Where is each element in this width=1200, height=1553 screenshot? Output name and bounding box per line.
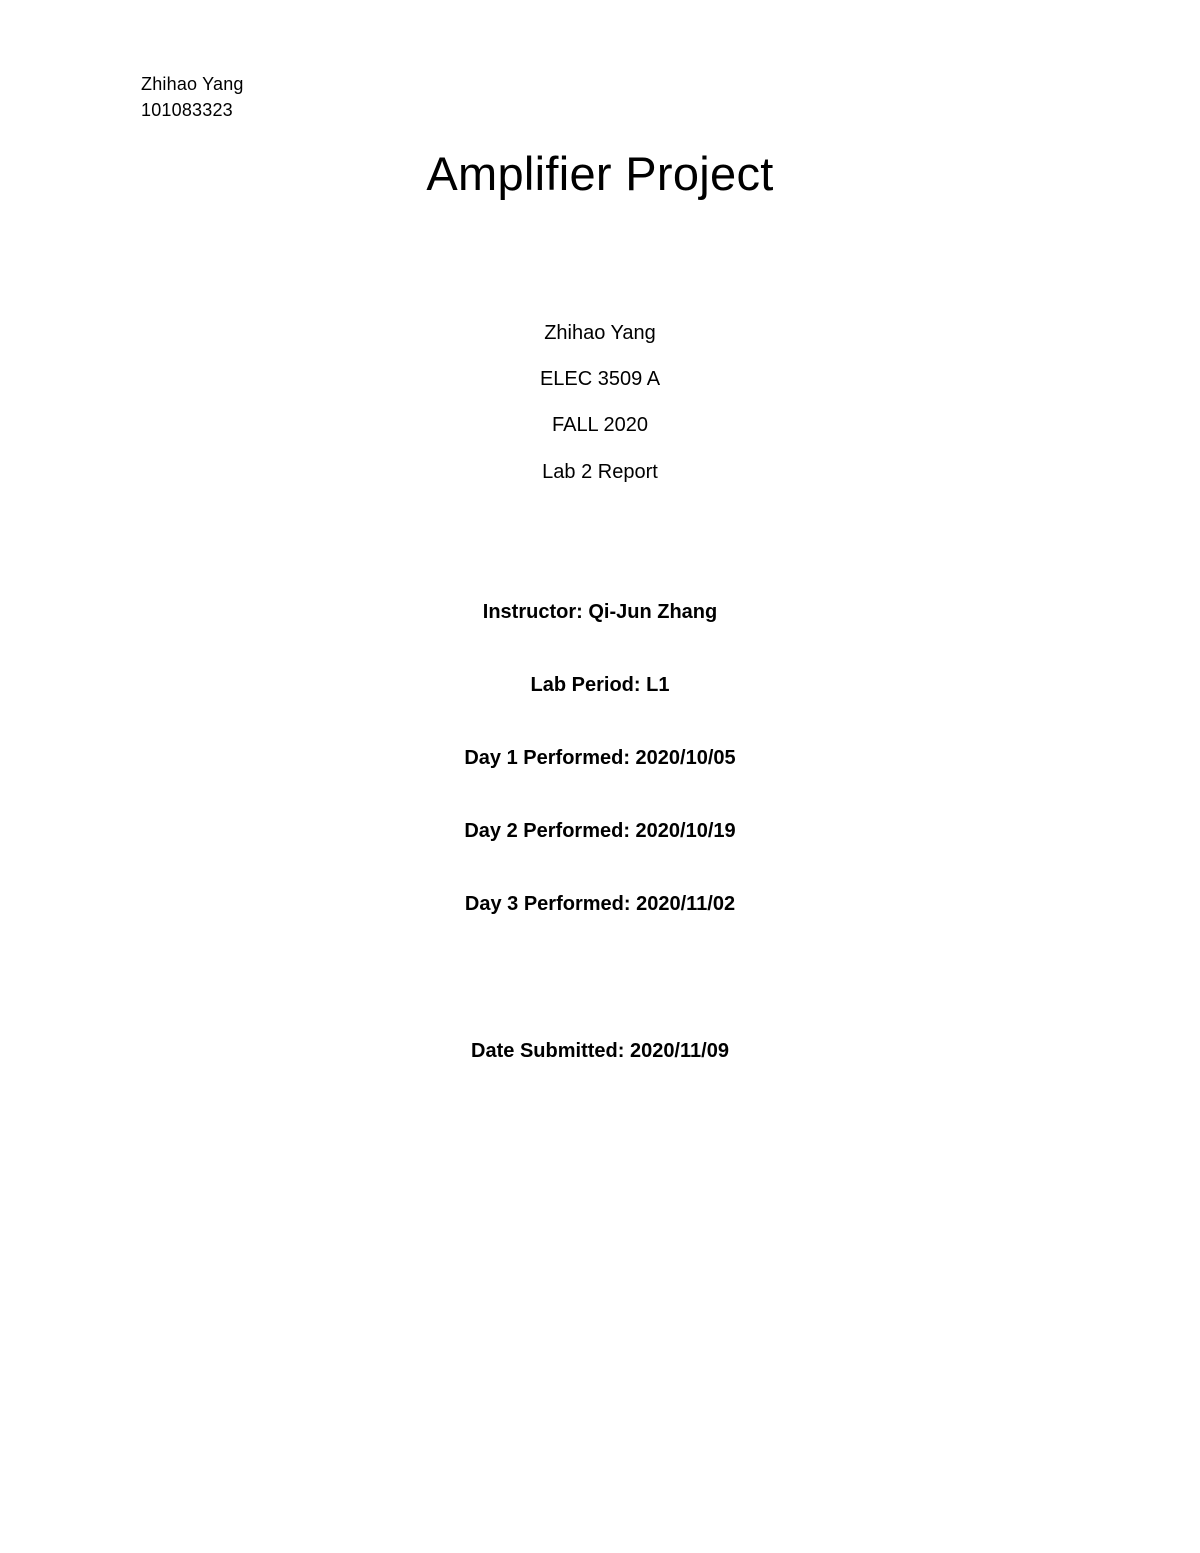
lab-period-line: Lab Period: L1 bbox=[530, 674, 670, 696]
header-author-name: Zhihao Yang bbox=[141, 74, 244, 94]
day1-performed-line: Day 1 Performed: 2020/10/05 bbox=[464, 747, 736, 769]
day2-performed-line: Day 2 Performed: 2020/10/19 bbox=[464, 820, 736, 842]
day3-performed-line: Day 3 Performed: 2020/11/02 bbox=[464, 893, 736, 915]
info-name: Zhihao Yang bbox=[544, 322, 656, 344]
page-header bbox=[141, 71, 244, 123]
info-report: Lab 2 Report bbox=[542, 461, 658, 483]
instructor-line: Instructor: Qi-Jun Zhang bbox=[482, 601, 718, 623]
date-submitted-line: Date Submitted: 2020/11/09 bbox=[471, 1040, 729, 1062]
header-student-id: 101083323 bbox=[141, 100, 233, 120]
info-term: FALL 2020 bbox=[551, 414, 648, 436]
document-title: Amplifier Project bbox=[426, 147, 774, 200]
info-course: ELEC 3509 A bbox=[539, 368, 661, 390]
